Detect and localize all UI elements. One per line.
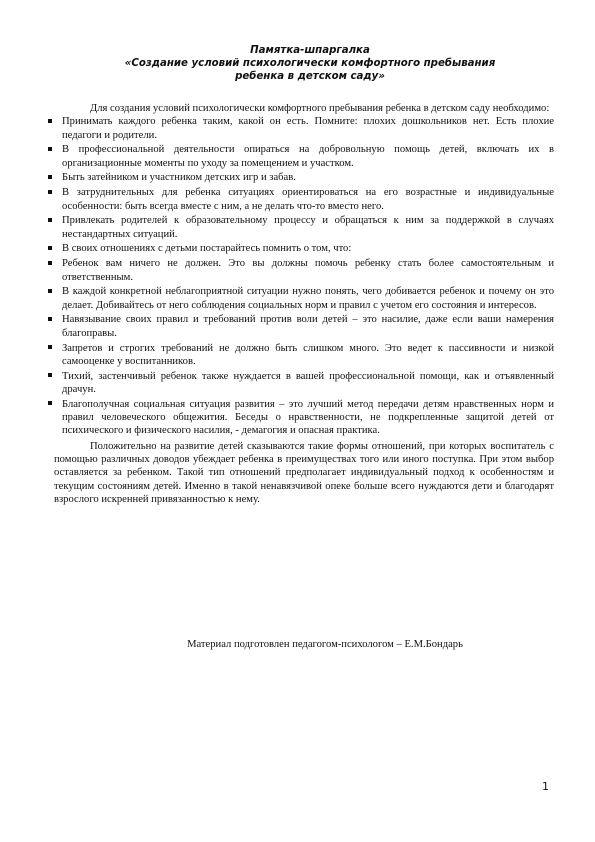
list-item <box>54 171 554 184</box>
list-item-text: Навязывание своих правил и требований против воли детей – это насилие, даже если ваши намерения благоправы. <box>62 314 554 339</box>
list-item <box>54 186 554 213</box>
square-bullet-icon <box>48 373 52 377</box>
title-line-3: ребенка в детском саду» <box>235 71 385 82</box>
recommendation-list <box>54 115 554 437</box>
list-item-text: Запретов и строгих требований не должно быть слишком много. Это ведет к пассивности и низкой самооценке у воспитанников. <box>62 342 554 367</box>
list-item <box>54 214 554 241</box>
list-item <box>54 342 554 369</box>
list-item-text: В затруднительных для ребенка ситуациях ориентироваться на его возрастные и индивидуальные особенности: быть всегда вместе с ним, а не делать что-то вместо него. <box>62 187 554 212</box>
list-item <box>54 285 554 312</box>
title-line-1: Памятка-шпаргалка <box>250 45 370 56</box>
square-bullet-icon <box>48 261 52 265</box>
list-item <box>54 313 554 340</box>
list-item-text: В каждой конкретной неблагоприятной ситуации нужно понять, чего добивается ребенок и почему он это делает. Добивайтесь от него соблюдения социальных норм и правил с учетом его состояния и интересов. <box>62 286 554 311</box>
list-item-text: В профессиональной деятельности опираться на добровольную помощь детей, включать их в организационные моменты по уходу за помещением и участком. <box>62 144 554 169</box>
list-item-text: Ребенок вам ничего не должен. Это вы должны помочь ребенку стать более самостоятельным и ответственным. <box>62 258 554 283</box>
document-title <box>60 44 560 83</box>
page-number: 1 <box>542 780 549 793</box>
conclusion-paragraph: Положительно на развитие детей сказываются такие формы отношений, при которых воспитатель с помощью различных доводов убеждает ребенка в преимуществах того или иного поступка. При этом выбор оставляется за ребенком. Такой тип отношений предполагает индивидуальный подход к особенностям и текущим состояниям детей. Именно в такой ненавязчивой опеке больше всего нуждаются дети и благодарят взрослого искренней привязанностью к нему. <box>54 440 554 505</box>
list-item-text: Тихий, застенчивый ребенок также нуждается в вашей профессиональной помощи, как и отъявленный драчун. <box>62 370 554 395</box>
square-bullet-icon <box>48 345 52 349</box>
square-bullet-icon <box>48 119 52 123</box>
list-item <box>54 115 554 142</box>
list-item-text: В своих отношениях с детьми постарайтесь помнить о том, что: <box>62 243 352 255</box>
list-item-text: Благополучная социальная ситуация развития – это лучший метод передачи детям нравственных норм и правил человеческого общежития. Беседы о нравственности, не подкрепленные защитой детей от психического и физического насилия, - демагогия и опасная практика. <box>62 398 554 437</box>
title-line-2: «Создание условий психологически комфортного пребывания <box>124 58 496 69</box>
square-bullet-icon <box>48 190 52 194</box>
square-bullet-icon <box>48 289 52 293</box>
author-signature: Материал подготовлен педагогом-психологом – Е.М.Бондарь <box>187 639 463 650</box>
list-item-text: Принимать каждого ребенка таким, какой он есть. Помните: плохих дошкольников нет. Есть плохие педагоги и родители. <box>62 116 554 141</box>
square-bullet-icon <box>48 401 52 405</box>
square-bullet-icon <box>48 246 52 250</box>
intro-paragraph: Для создания условий психологически комфортного пребывания ребенка в детском саду необходимо: <box>90 103 550 114</box>
square-bullet-icon <box>48 147 52 151</box>
document-body <box>54 102 554 506</box>
list-item <box>54 398 554 438</box>
list-item-text: Привлекать родителей к образовательному процессу и обращаться к ним за поддержкой в случаях нестандартных ситуаций. <box>62 215 554 240</box>
list-item-text: Быть затейником и участником детских игр и забав. <box>62 172 296 184</box>
list-item <box>54 242 554 255</box>
square-bullet-icon <box>48 175 52 179</box>
square-bullet-icon <box>48 317 52 321</box>
square-bullet-icon <box>48 218 52 222</box>
list-item <box>54 257 554 284</box>
list-item <box>54 370 554 397</box>
list-item <box>54 143 554 170</box>
